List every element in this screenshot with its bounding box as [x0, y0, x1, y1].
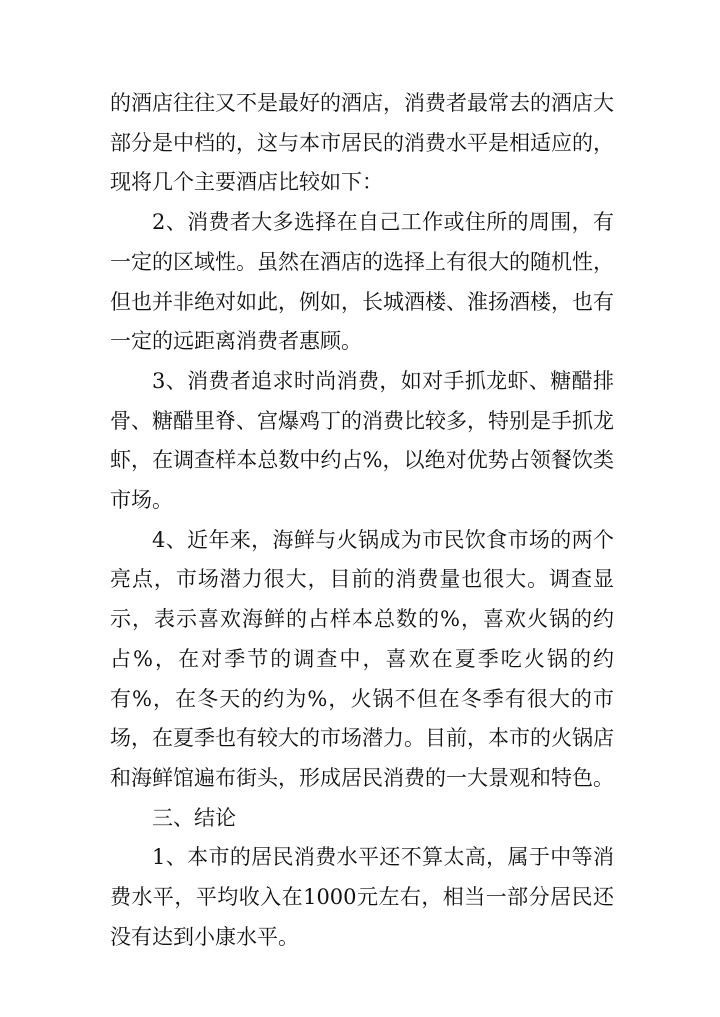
paragraph-hotel-grades: 的酒店往往又不是最好的酒店，消费者最常去的酒店大部分是中档的，这与本市居民的消费水平是相适应的，现将几个主要酒店比较如下： — [110, 91, 614, 195]
paragraph-conclusion-1: 1、本市的居民消费水平还不算太高，属于中等消费水平，平均收入在1000元左右，相当一部分居民还没有达到小康水平。 — [110, 845, 614, 949]
document-body — [110, 84, 614, 957]
paragraph-point-3-fashion: 3、消费者追求时尚消费，如对手抓龙虾、糖醋排骨、糖醋里脊、宫爆鸡丁的消费比较多，特别是手抓龙虾，在调查样本总数中约占%，以绝对优势占领餐饮类市场。 — [110, 368, 614, 513]
paragraph-point-2-location: 2、消费者大多选择在自己工作或住所的周围，有一定的区域性。虽然在酒店的选择上有很大的随机性，但也并非绝对如此，例如，长城酒楼、淮扬酒楼，也有一定的远距离消费者惠顾。 — [110, 210, 614, 354]
section-heading-conclusion: 三、结论 — [152, 805, 236, 830]
paragraph-point-4-seafood-hotpot: 4、近年来，海鲜与火锅成为市民饮食市场的两个亮点，市场潜力很大，目前的消费量也很大。调查显示，表示喜欢海鲜的占样本总数的%，喜欢火锅的约占%，在对季节的调查中，喜欢在夏季吃火锅的约有%，在冬天的约为%，火锅不但在冬季有很大的市场，在夏季也有较大的市场潜力。目前，本市的火锅店和海鲜馆遍布街头，形成居民消费的一大景观和特色。 — [110, 527, 614, 790]
